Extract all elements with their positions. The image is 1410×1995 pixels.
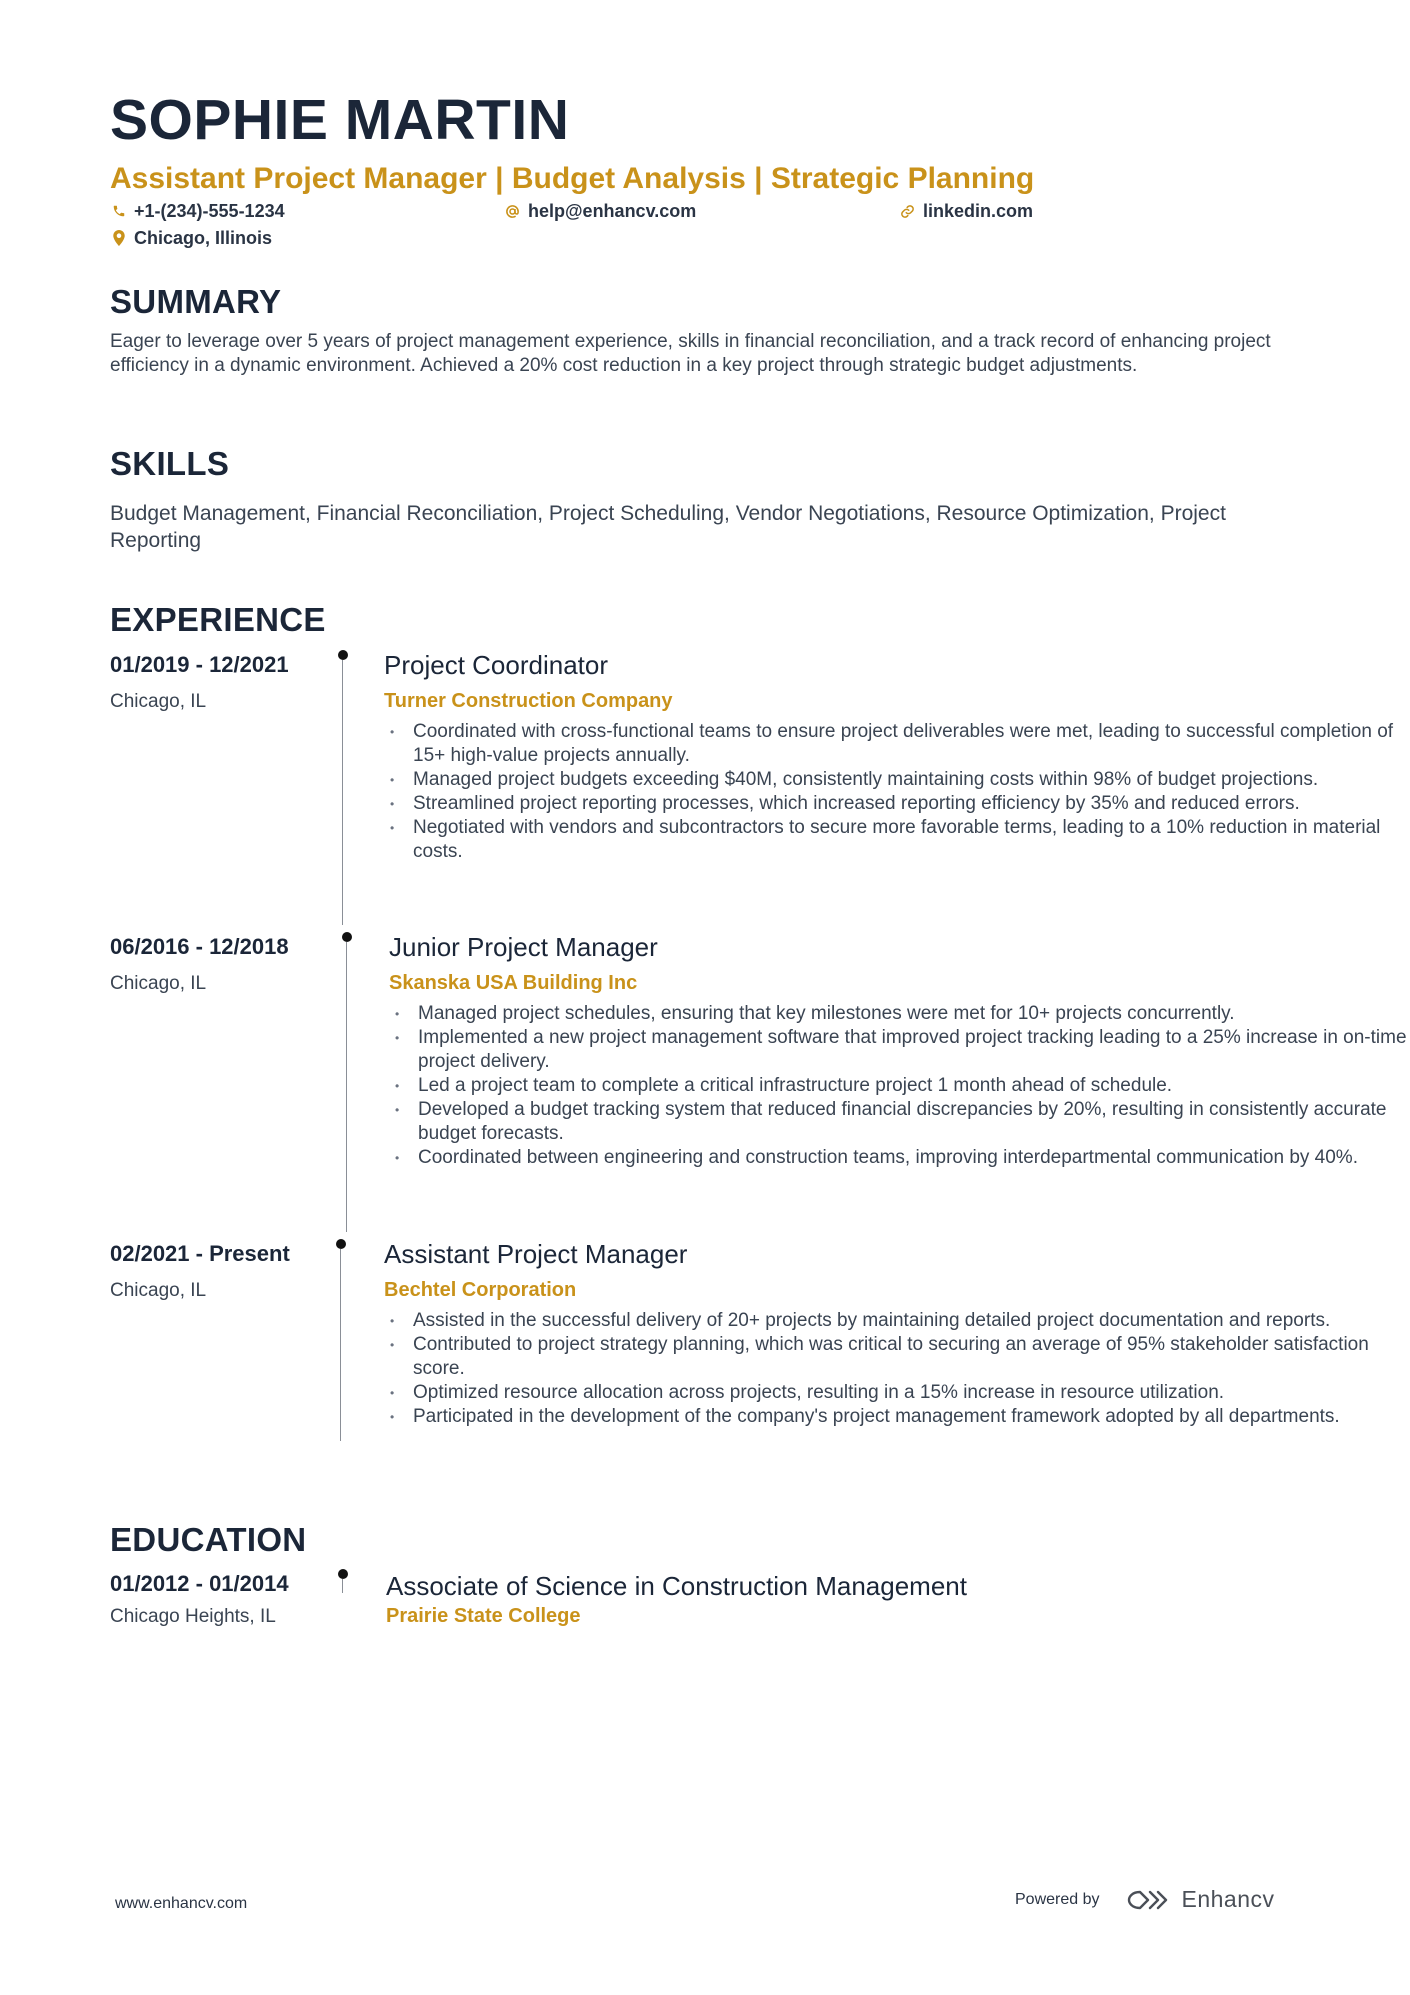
powered-by-text: Powered by [1015, 1890, 1100, 1908]
skills-heading: SKILLS [110, 445, 230, 482]
job-bullet: • Coordinated between engineering and construction teams, improving interdepartmental communication by 40%. [389, 1146, 1410, 1170]
job-bullets [389, 1002, 1410, 1170]
timeline-dot [338, 650, 348, 660]
contact-phone[interactable] [112, 202, 285, 220]
timeline-dot [336, 1239, 346, 1249]
skills-text: Budget Management, Financial Reconciliation, Project Scheduling, Vendor Negotiations, Resource Optimization, Project Reporting [110, 502, 1226, 552]
email-text: help@enhancv.com [528, 201, 697, 221]
job-location: Chicago, IL [110, 973, 207, 994]
job-bullet: • Managed project schedules, ensuring that key milestones were met for 10+ projects concurrently. [389, 1002, 1410, 1026]
timeline-line [340, 1249, 341, 1441]
location-text: Chicago, Illinois [134, 228, 273, 248]
job-dates: 02/2021 - Present [110, 1241, 290, 1266]
job-company: Skanska USA Building Inc [389, 972, 638, 994]
footer-branding [1015, 1886, 1275, 1913]
job-bullet: • Streamlined project reporting processes, which increased reporting efficiency by 35% and reduced errors. [384, 792, 1410, 816]
contact-linkedin[interactable] [900, 202, 1033, 220]
job-bullet: • Led a project team to complete a critical infrastructure project 1 month ahead of schedule. [389, 1074, 1410, 1098]
job-company: Bechtel Corporation [384, 1279, 577, 1301]
job-bullet: • Managed project budgets exceeding $40M, consistently maintaining costs within 98% of budget projections. [384, 768, 1410, 792]
education-heading: EDUCATION [110, 1521, 307, 1558]
timeline-line [342, 1579, 343, 1593]
contact-email[interactable] [505, 202, 696, 220]
phone-icon [112, 204, 126, 218]
timeline-dot [338, 1569, 348, 1579]
job-location: Chicago, IL [110, 691, 207, 712]
candidate-title: Assistant Project Manager | Budget Analysis | Strategic Planning [110, 162, 1035, 195]
summary-heading: SUMMARY [110, 283, 282, 320]
education-school: Prairie State College [386, 1605, 581, 1627]
job-dates: 01/2019 - 12/2021 [110, 652, 289, 677]
candidate-name: SOPHIE MARTIN [110, 88, 570, 152]
job-company: Turner Construction Company [384, 690, 673, 712]
job-bullet: • Implemented a new project management software that improved project tracking leading to a 25% increase in on-time project delivery. [389, 1026, 1410, 1074]
job-location: Chicago, IL [110, 1280, 207, 1301]
job-role: Project Coordinator [384, 650, 608, 680]
timeline-line [342, 660, 343, 925]
phone-text: +1-(234)-555-1234 [134, 201, 285, 221]
location-pin-icon [112, 230, 126, 246]
job-bullet: • Assisted in the successful delivery of 20+ projects by maintaining detailed project documentation and reports. [384, 1309, 1410, 1333]
enhancv-logo-icon [1126, 1888, 1172, 1912]
job-role: Junior Project Manager [389, 932, 658, 962]
at-icon [505, 204, 520, 219]
job-bullet: • Coordinated with cross-functional teams to ensure project deliverables were met, leading to successful completion of 15+ high-value projects annually. [384, 720, 1410, 768]
footer-website[interactable]: www.enhancv.com [115, 1895, 248, 1912]
education-degree: Associate of Science in Construction Management [386, 1571, 967, 1601]
linkedin-text: linkedin.com [923, 201, 1034, 221]
timeline-dot [342, 932, 352, 942]
education-dates: 01/2012 - 01/2014 [110, 1571, 289, 1596]
job-dates: 06/2016 - 12/2018 [110, 934, 289, 959]
contact-location [112, 229, 272, 247]
link-icon [900, 204, 915, 219]
timeline-line [346, 942, 347, 1232]
job-bullet: • Contributed to project strategy planning, which was critical to securing an average of 95% stakeholder satisfaction score. [384, 1333, 1410, 1381]
education-location: Chicago Heights, IL [110, 1606, 276, 1627]
experience-heading: EXPERIENCE [110, 601, 326, 638]
job-bullets [384, 720, 1410, 864]
summary-text: Eager to leverage over 5 years of project management experience, skills in financial reconciliation, and a track record of enhancing project efficiency in a dynamic environment. Achieved a 20% cost reduction in a key project through strategic budget adjustments. [110, 331, 1271, 376]
job-bullet: • Negotiated with vendors and subcontractors to secure more favorable terms, leading to a 10% reduction in material costs. [384, 816, 1410, 864]
job-role: Assistant Project Manager [384, 1239, 688, 1269]
job-bullet: • Developed a budget tracking system that reduced financial discrepancies by 20%, resulting in consistently accurate budget forecasts. [389, 1098, 1410, 1146]
job-bullets [384, 1309, 1410, 1429]
job-bullet: • Participated in the development of the company's project management framework adopted by all departments. [384, 1405, 1410, 1429]
brand-name: Enhancv [1181, 1886, 1275, 1912]
job-bullet: • Optimized resource allocation across projects, resulting in a 15% increase in resource utilization. [384, 1381, 1410, 1405]
